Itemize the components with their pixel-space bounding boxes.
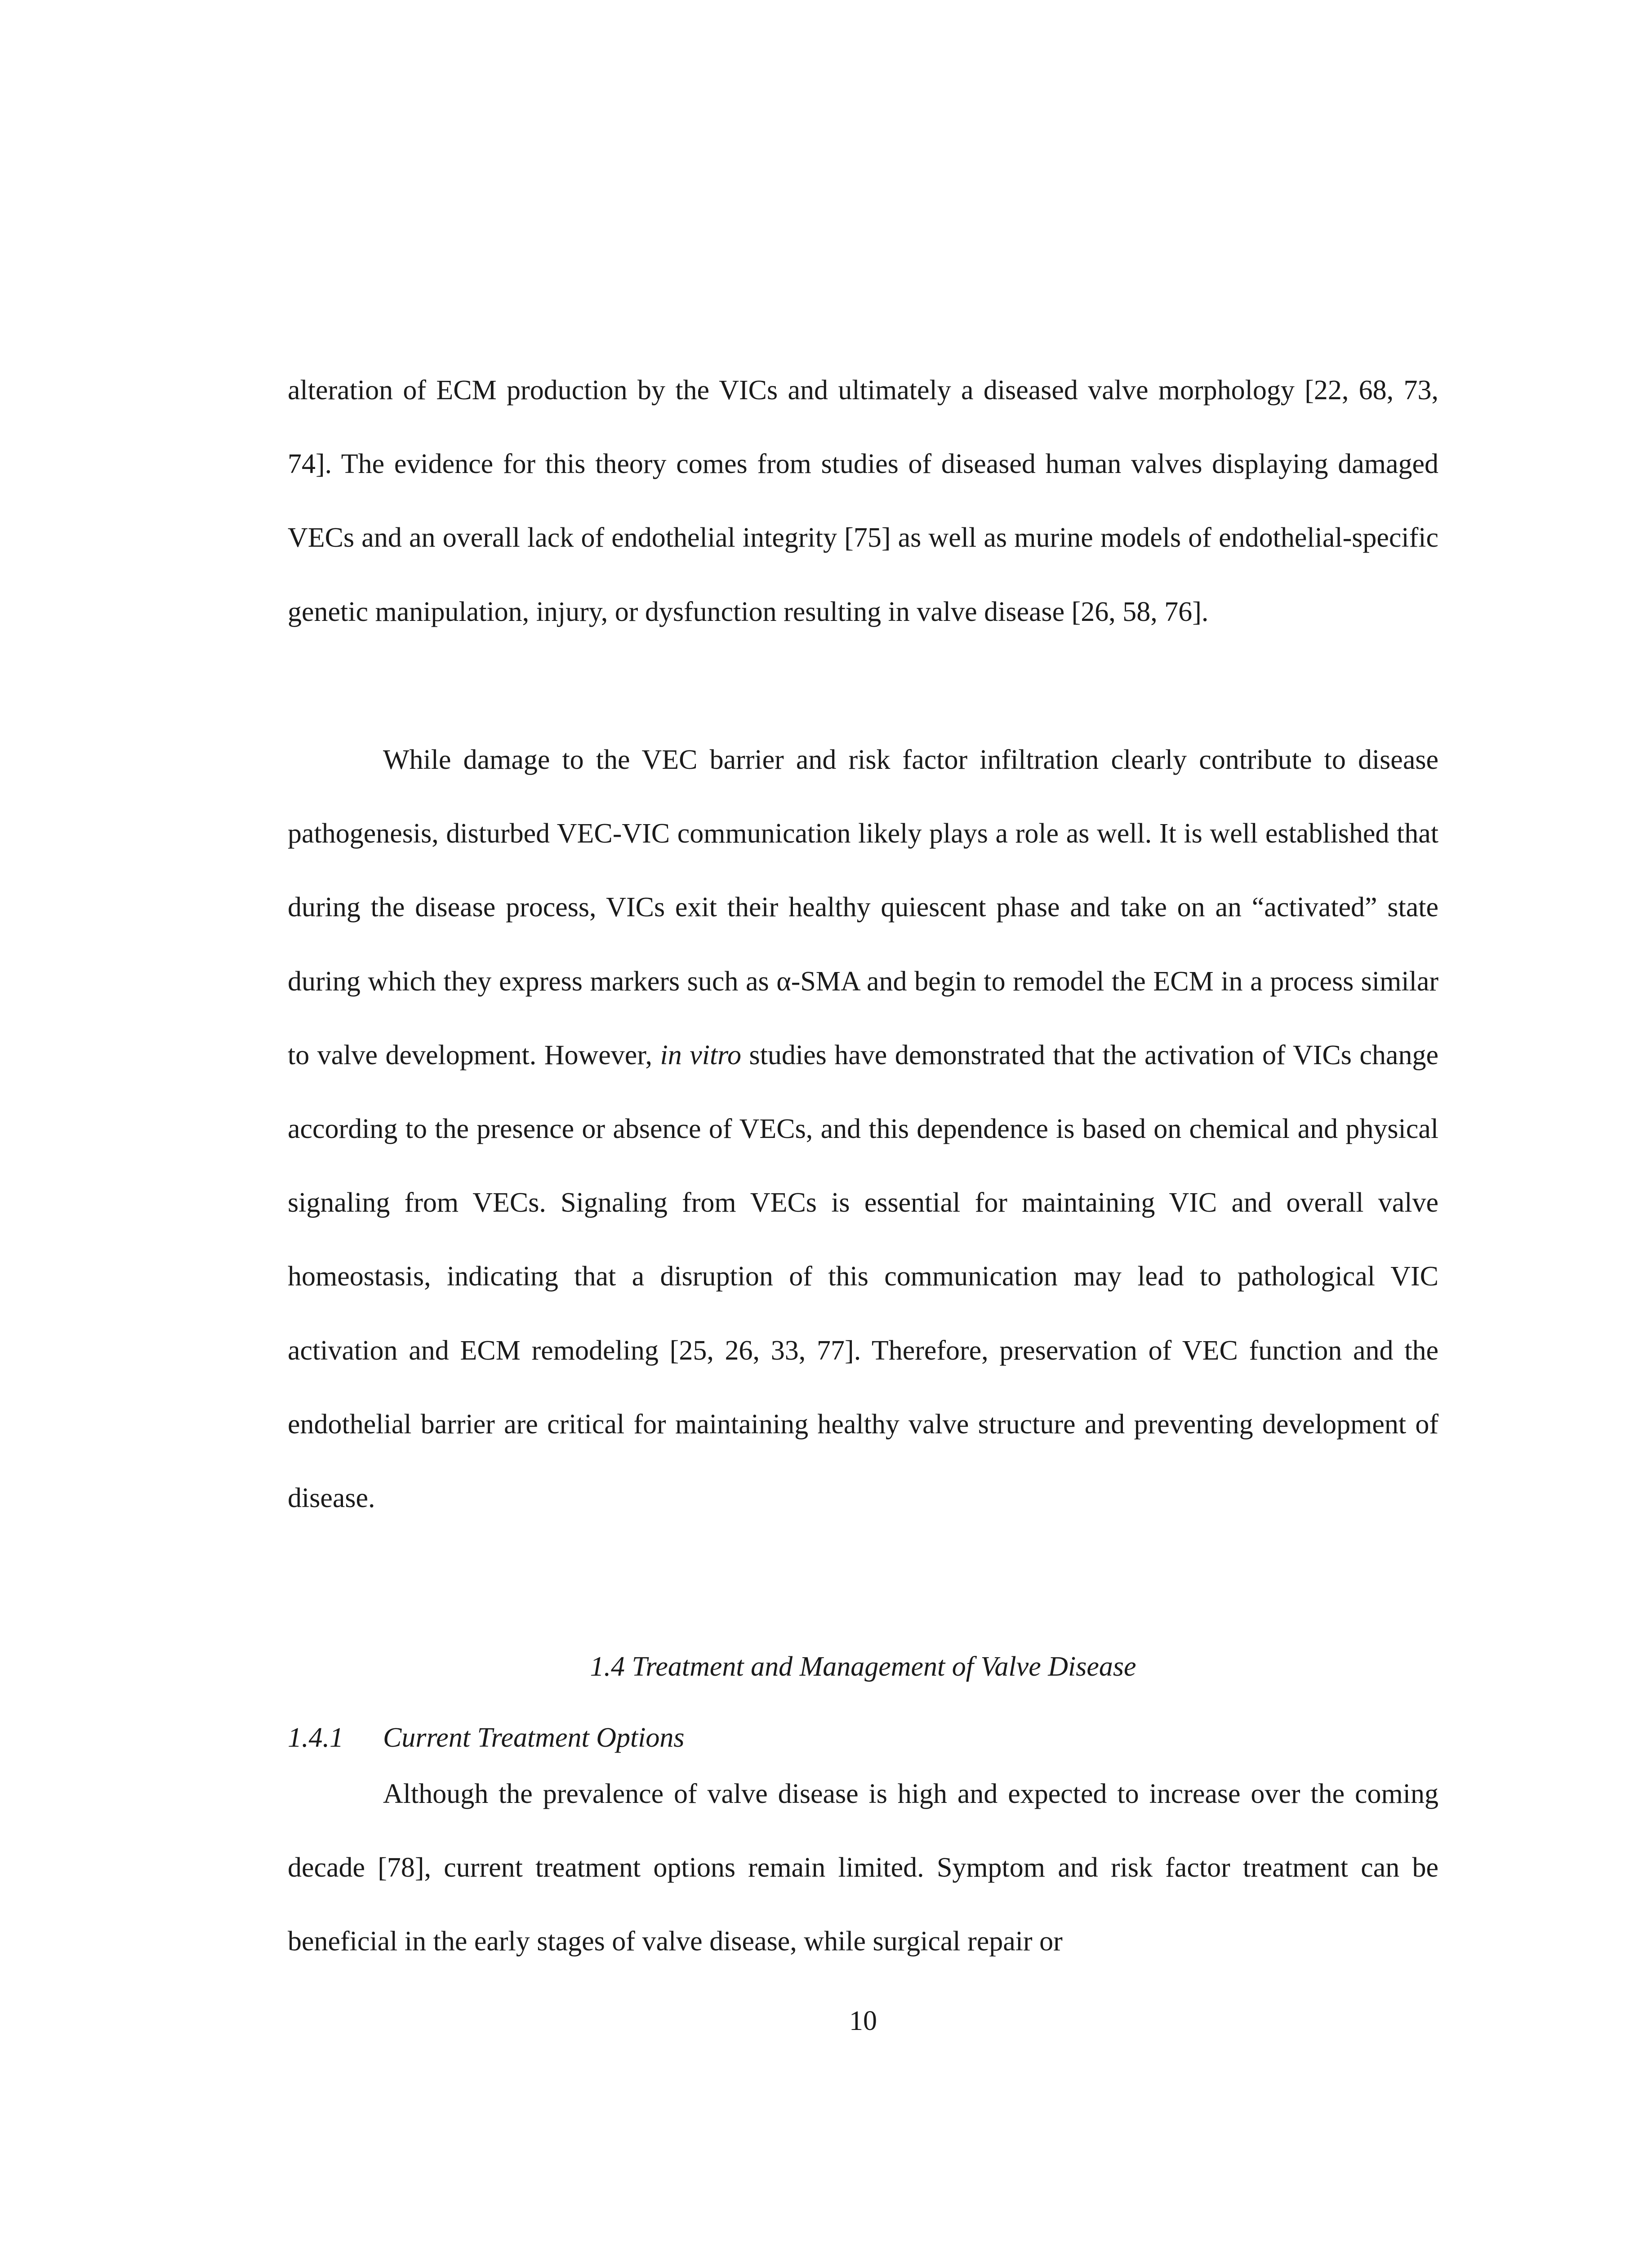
body-text-block bbox=[288, 353, 1438, 649]
paragraph-vec-vic-communication bbox=[288, 723, 1438, 1535]
paragraph-text-part: studies have demonstrated that the activation of VICs change according to the presence or absence of VECs, and this dependence is based on chemical and physical signaling from VECs. Signaling from VECs is essential for maintaining VIC and overall valve homeostasis, indicating that a disruption of this communication may lead to pathological VIC activation and ECM remodeling [25, 26, 33, 77]. Therefore, preservation of VEC function and the endothelial barrier are critical for maintaining healthy valve structure and preventing development of disease. bbox=[288, 1039, 1438, 1514]
paragraph-continued: alteration of ECM production by the VICs and ultimately a diseased valve morphology [22, 68, 73, 74]. The evidence for this theory comes from studies of diseased human valves displaying damaged VECs and an overall lack of endothelial integrity [75] as well as murine models of endothelial-specific genetic manipulation, injury, or dysfunction resulting in valve disease [26, 58, 76]. bbox=[288, 375, 1438, 627]
body-text-block bbox=[288, 723, 1438, 1535]
paragraph-treatment-options: Although the prevalence of valve disease is high and expected to increase over the coming decade [78], current treatment options remain limited. Symptom and risk factor treatment can be beneficial in the early stages of valve disease, while surgical repair or bbox=[288, 1779, 1438, 1957]
subsection-title: Current Treatment Options bbox=[383, 1722, 685, 1753]
page-number: 10 bbox=[849, 2006, 877, 2036]
section-heading: 1.4 Treatment and Management of Valve Disease bbox=[590, 1651, 1136, 1682]
subsection-heading bbox=[288, 1717, 685, 1758]
paragraph-text-part: While damage to the VEC barrier and risk factor infiltration clearly contribute to disease pathogenesis, disturbed VEC-VIC communication likely plays a role as well. It is well established that during the disease process, VICs exit their healthy quiescent phase and take on an “activated” state during which they express markers such as α-SMA and begin to remodel the ECM in a process similar to valve development. However, bbox=[288, 745, 1438, 1070]
italic-term: in vitro bbox=[660, 1039, 742, 1070]
body-text-block bbox=[288, 1757, 1438, 1979]
subsection-number: 1.4.1 bbox=[288, 1722, 343, 1753]
